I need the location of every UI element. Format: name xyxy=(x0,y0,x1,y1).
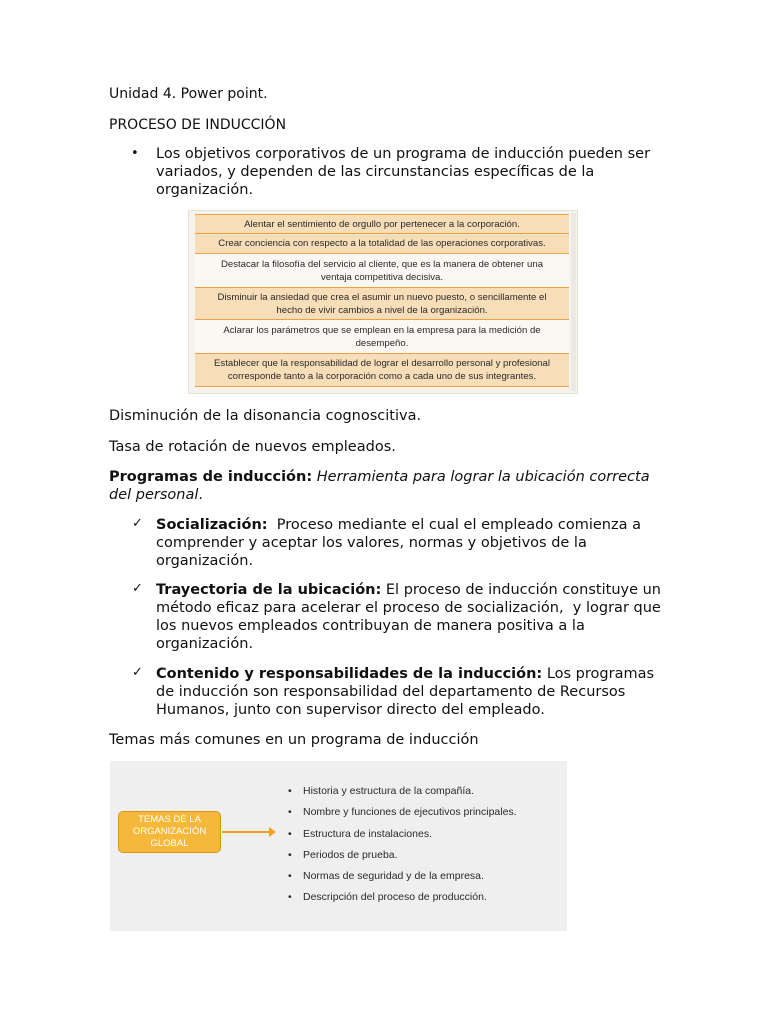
check-icon: ✓ xyxy=(132,665,143,680)
themes-list-item: • Descripción del proceso de producción. xyxy=(288,891,487,904)
check-icon: ✓ xyxy=(132,516,143,531)
check-item: Trayectoria de la ubicación: El proceso de inducción constituye un método eficaz para acelerar el proceso de socialización, y lograr que los nuevos empleados contribuyan de manera positiva a la organización. xyxy=(156,582,661,652)
objective-row xyxy=(195,234,569,254)
unit-heading: Unidad 4. Power point. xyxy=(109,86,268,102)
programas-definition-cont: del personal xyxy=(109,487,199,503)
check-item: Socialización: Proceso mediante el cual el empleado comienza a comprender y aceptar los valores, normas y objetivos de la organización. xyxy=(156,517,641,569)
programas-definition: Herramienta para lograr la ubicación correcta xyxy=(316,469,650,485)
objective-text: corresponde tanto a la corporación como a cada uno de sus integrantes. xyxy=(227,371,537,382)
objectives-image xyxy=(188,210,578,394)
objective-row xyxy=(195,287,569,320)
themes-list-item: • Periodos de prueba. xyxy=(288,848,398,861)
check-item: Contenido y responsabilidades de la inducción: Los programas de inducción son responsabilidad del departamento de Recursos Humanos, junto con supervisor directo del empleado. xyxy=(156,666,655,718)
objective-text: Aclarar los parámetros que se emplean en la empresa para la medición de xyxy=(223,324,541,336)
bullet-paragraph xyxy=(156,145,650,199)
objective-row xyxy=(195,254,569,287)
bullet-marker: • xyxy=(131,146,139,161)
arrow-head-icon xyxy=(269,827,276,837)
objective-text: ventaja competitiva decisiva. xyxy=(320,271,444,283)
objective-text: Alentar el sentimiento de orgullo por pertenecer a la corporación. xyxy=(244,218,520,230)
themes-list-item: • Nombre y funciones de ejecutivos principales. xyxy=(288,806,517,819)
disonancia-paragraph: Disminución de la disonancia cognoscitiva. xyxy=(109,408,422,424)
check-icon: ✓ xyxy=(132,581,143,596)
bullet-line: variados, y dependen de las circunstancias específicas de la xyxy=(156,164,595,180)
themes-list-item: • Historia y estructura de la compañía. xyxy=(288,785,474,797)
objective-text: Establecer que la responsabilidad de lograr el desarrollo personal y profesional xyxy=(214,358,550,369)
objective-text: Disminuir la ansiedad que crea el asumir un nuevo puesto, o sencillamente el xyxy=(217,291,547,303)
programas-paragraph: Programas de inducción: Herramienta para lograr la ubicación correcta del personal. xyxy=(109,469,650,503)
themes-list-item: • Estructura de instalaciones. xyxy=(288,827,432,840)
objective-row xyxy=(195,353,569,387)
objective-text: Destacar la filosofía del servicio al cliente, que es la manera de obtener una xyxy=(220,258,544,270)
themes-list-item: • Normas de seguridad y de la empresa. xyxy=(288,870,484,883)
programas-label: Programas de inducción: xyxy=(109,469,313,485)
temas-heading: Temas más comunes en un programa de inducción xyxy=(109,732,479,748)
bullet-line: Los objetivos corporativos de un programa de inducción pueden ser xyxy=(156,146,651,162)
bullet-line: organización. xyxy=(156,182,254,198)
section-title: PROCESO DE INDUCCIÓN xyxy=(109,117,287,133)
objective-text: desempeño. xyxy=(355,337,409,349)
objective-text: Crear conciencia con respecto a la totalidad de las operaciones corporativas. xyxy=(218,238,546,249)
global-organization-box: TEMAS DE LA ORGANIZACIÓN GLOBAL xyxy=(118,811,221,853)
check-item-label: Contenido y responsabilidades de la inducción: xyxy=(156,666,543,682)
objective-row xyxy=(195,214,569,234)
themes-list xyxy=(288,781,517,909)
themes-diagram-image xyxy=(110,761,567,931)
rotacion-paragraph: Tasa de rotación de nuevos empleados. xyxy=(109,439,396,455)
check-item-label: Trayectoria de la ubicación: xyxy=(156,582,382,598)
check-item-label: Socialización: xyxy=(156,517,268,533)
objective-row xyxy=(195,320,569,353)
arrow-line xyxy=(222,831,272,833)
objective-text: hecho de vivir cambios a nivel de la organización. xyxy=(276,304,488,316)
image-scrollbar-edge xyxy=(571,213,576,391)
